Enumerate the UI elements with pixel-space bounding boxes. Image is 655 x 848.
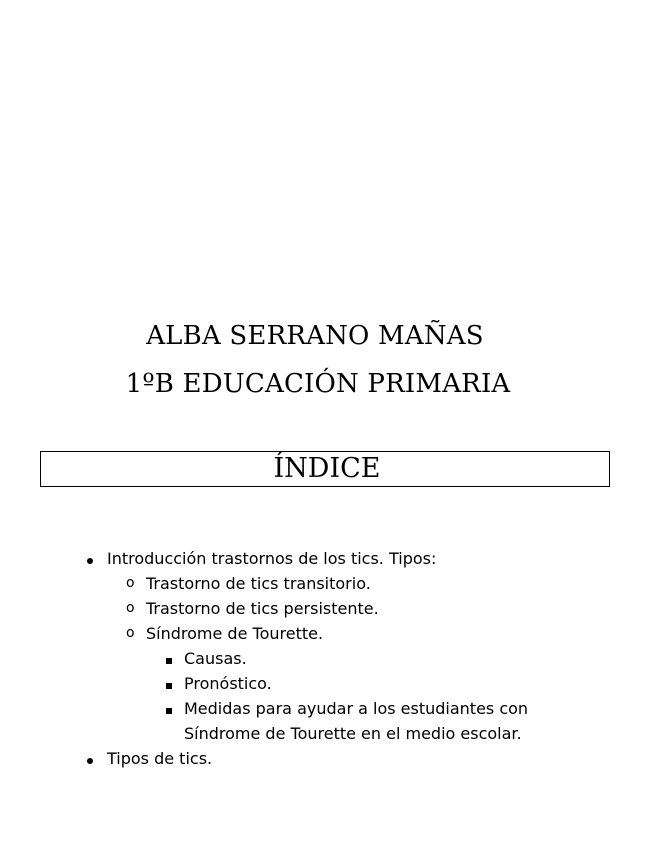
toc-item-text: Pronóstico. <box>184 674 272 693</box>
index-heading-box <box>40 451 610 487</box>
bullet-disc-icon <box>87 546 93 571</box>
toc-item <box>0 546 655 571</box>
toc-item <box>0 646 655 671</box>
toc-item-text: Trastorno de tics persistente. <box>146 599 379 618</box>
toc-item-text: Síndrome de Tourette en el medio escolar. <box>184 724 522 743</box>
toc-item-text: Síndrome de Tourette. <box>146 624 324 643</box>
toc-item-text: Tipos de tics. <box>107 749 213 768</box>
bullet-square-icon <box>166 646 172 671</box>
toc-item <box>0 621 655 646</box>
bullet-circle-icon: o <box>126 575 135 591</box>
toc-item-continuation <box>0 721 655 746</box>
bullet-circle-icon: o <box>126 625 135 641</box>
toc-item-text: Trastorno de tics transitorio. <box>146 574 371 593</box>
toc-item <box>0 596 655 621</box>
bullet-disc-icon <box>87 746 93 771</box>
toc-item <box>0 746 655 771</box>
bullet-square-icon <box>166 671 172 696</box>
course-label: 1ºB EDUCACIÓN PRIMARIA <box>125 369 511 399</box>
bullet-square-icon <box>166 696 172 721</box>
bullet-circle-icon: o <box>126 600 135 616</box>
toc-item-text: Introducción trastornos de los tics. Tipos: <box>107 549 437 568</box>
toc-item-text: Causas. <box>184 649 247 668</box>
toc-item <box>0 696 655 721</box>
index-title: ÍNDICE <box>273 453 381 484</box>
author-name: ALBA SERRANO MAÑAS <box>146 321 484 351</box>
table-of-contents <box>0 546 655 771</box>
toc-item-text: Medidas para ayudar a los estudiantes con <box>184 699 529 718</box>
toc-item <box>0 671 655 696</box>
toc-item <box>0 571 655 596</box>
